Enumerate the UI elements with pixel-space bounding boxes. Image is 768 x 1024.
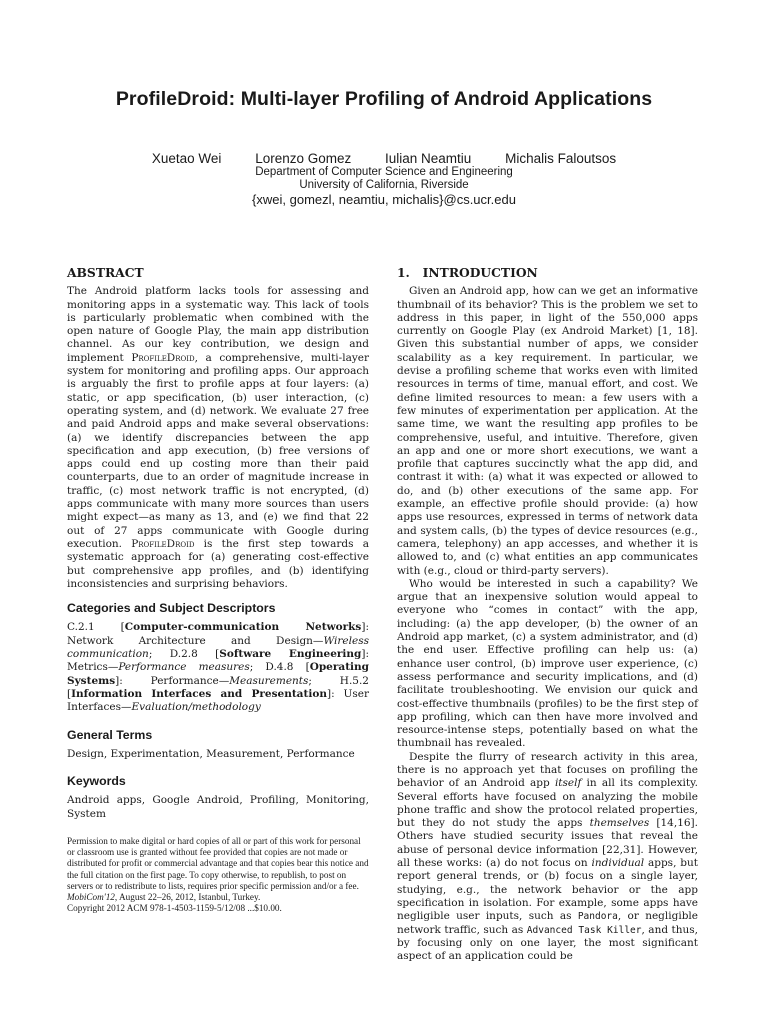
keywords-heading: Keywords — [67, 774, 126, 789]
right-column — [397, 266, 698, 963]
introduction-heading: 1. INTRODUCTION — [397, 265, 538, 280]
author-name: Michalis Faloutsos — [505, 151, 617, 166]
author-emails: {xwei, gomezl, neamtiu, michalis}@cs.ucr.edu — [252, 192, 516, 207]
left-column — [67, 266, 369, 821]
copyright-line: Copyright 2012 ACM 978-1-4503-1159-5/12/08 ...$10.00. — [67, 903, 282, 914]
general-terms-text: Design, Experimentation, Measurement, Performance — [67, 747, 355, 760]
abstract-heading: ABSTRACT — [67, 265, 144, 280]
categories-heading: Categories and Subject Descriptors — [67, 601, 276, 616]
permission-notice — [67, 836, 369, 914]
paper-title: ProfileDroid: Multi-layer Profiling of Android Applications — [115, 88, 653, 110]
author-name: Iulian Neamtiu — [385, 151, 472, 166]
intro-paragraph-1: Given an Android app, how can we get an informative thumbnail of its behavior? This is the problem we set to address in this paper, in light of the 550,000 apps currently on Google Play (ex Android Market) [1, 18]. Given this substantial number of apps, we consider scalability as a key requirement. In particular, we devise a profiling scheme that works even with limited resources in terms of time, manual effort, and cost. We define limited resources to mean: a few users with a few minutes of experimentation per application. At the same time, we want the resulting app profiles to be comprehensive, useful, and intuitive. Therefore, given an app and one or more short executions, we want a profile that captures succinctly what the app did, and contrast it with: (a) what it was expected or allowed to do, and (b) other executions of the same app. For example, an effective profile should provide: (a) how apps use resources, expressed in terms of network data and system calls, (b) the types of device resources (e.g., camera, telephony) an app accesses, and whether it is allowed to, and (c) what entities an app communicates with (e.g., cloud or third-party servers). — [397, 285, 698, 577]
abstract-text: The Android platform lacks tools for assessing and monitoring apps in a systematic way. This lack of tools is particularly problematic when combined with the open nature of Google Play, the main app distribution channel. As our key contribution, we design and implement ProfileDroid, a comprehensive, multi-layer system for monitoring and profiling apps. Our approach is arguably the first to profile apps at four layers: (a) static, or app specification, (b) user interaction, (c) operating system, and (d) network. We evaluate 27 free and paid Android apps and make several observations: (a) we identify discrepancies between the app specification and app execution, (b) free versions of apps could end up costing more than their paid counterparts, due to an order of magnitude increase in traffic, (c) most network traffic is not encrypted, (d) apps communicate with many more sources than users might expect—as many as 13, and (e) we find that 22 out of 27 apps communicate with Google during execution. ProfileDroid is the first step towards a systematic approach for (a) generating cost-effective but comprehensive app profiles, and (b) identifying inconsistencies and surprising behaviors. — [67, 285, 369, 590]
categories-text: C.2.1 [Computer-communication Networks]: Network Architecture and Design—Wireless communication; D.2.8 [Software Engineering]: Metrics—Performance measures; D.4.8 [Operating Systems]: Performance—Measurements; H.5.2 [Information Interfaces and Presentation]: User Interfaces—Evaluation/methodology — [67, 621, 370, 714]
author-list — [0, 151, 768, 166]
author-name: Xuetao Wei — [151, 151, 222, 166]
general-terms-heading: General Terms — [67, 727, 153, 742]
intro-paragraph-2: Who would be interested in such a capability? We argue that an inexpensive solution would appeal to everyone who “comes in contact” with the app, including: (a) the app developer, (b) the owner of an Android app market, (c) a system administrator, and (d) the end user. Effective profiling can help us: (a) enhance user control, (b) improve user experience, (c) assess performance and security implications, and (d) facilitate troubleshooting. We envision our quick and cost-effective thumbnails (profiles) to be the first step of app profiling, which can then have more involved and resource-intense steps, potentially based on what the thumbnail has revealed. — [397, 577, 698, 750]
intro-paragraph-3: Despite the flurry of research activity in this area, there is no approach yet that focuses on profiling the behavior of an Android app itself in all its complexity. Several efforts have focused on analyzing the mobile phone traffic and show the protocol related properties, but they do not study the apps themselves [14,16]. Others have studied security issues that reveal the abuse of personal device information [22,31]. However, all these works: (a) do not focus on individual apps, but report general trends, or (b) focus on a single layer, studying, e.g., the network behavior or the app specification in isolation. For example, some apps have negligible user inputs, such as Pandora, or negligible network traffic, such as Advanced Task Killer, and thus, by focusing only on one layer, the most significant aspect of an application could be — [397, 750, 699, 963]
author-name: Lorenzo Gomez — [255, 151, 352, 166]
affiliation-department: Department of Computer Science and Engineering — [255, 166, 513, 178]
affiliation-university: University of California, Riverside — [299, 179, 469, 191]
keywords-text: Android apps, Google Android, Profiling, Monitoring, System — [67, 794, 369, 820]
venue-line: MobiCom'12, August 22–26, 2012, Istanbul, Turkey. — [67, 892, 261, 903]
permission-text: Permission to make digital or hard copies of all or part of this work for personal or classroom use is granted without fee provided that copies are not made or distributed for profit or commercial advantage and that copies bear this notice and the full citation on the first page. To copy otherwise, to republish, to post on servers or to redistribute to lists, requires prior specific permission and/or a fee. — [67, 836, 369, 891]
